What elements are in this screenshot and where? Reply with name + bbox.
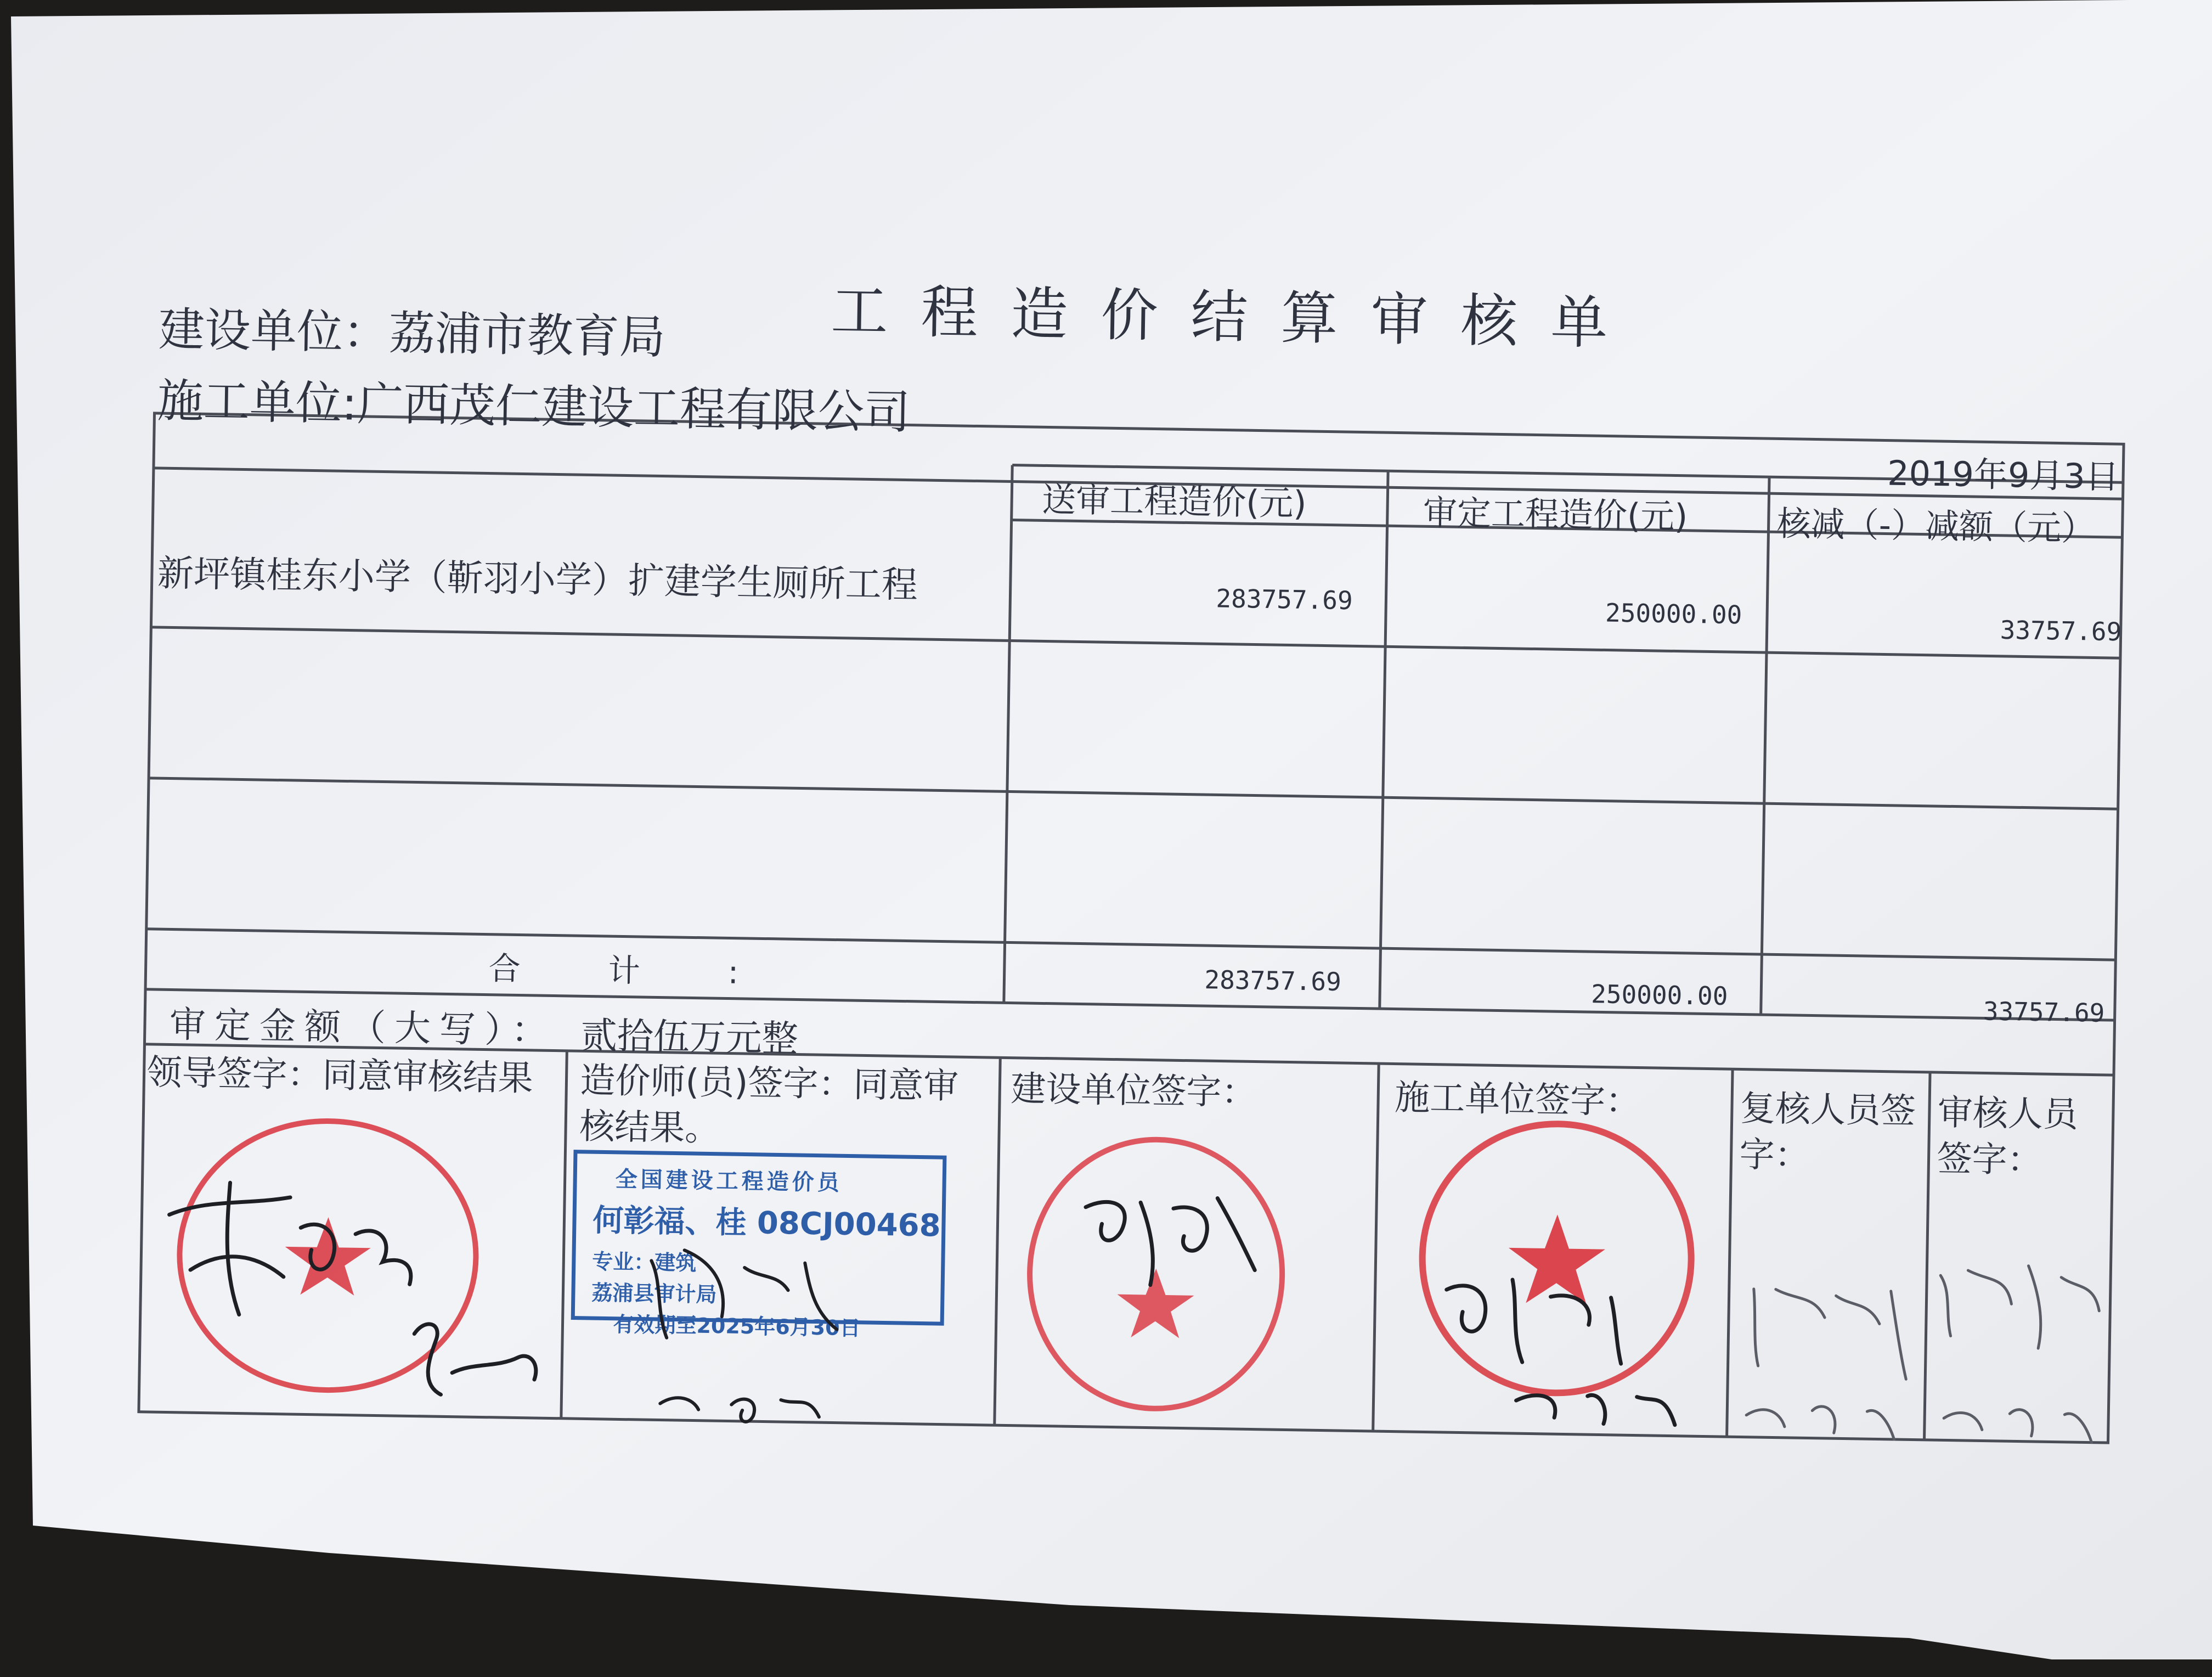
column-header-deduction: 核减（-）减额（元） <box>1776 503 2096 549</box>
signature-contractor-label: 施工单位签字： <box>1394 1077 1641 1122</box>
total-deduction-value: 33757.69 <box>1983 996 2105 1028</box>
total-approved-value: 250000.00 <box>1590 979 1728 1011</box>
stamp-line-5: 有效期至2025年6月30日 <box>613 1312 861 1341</box>
signature-construction-unit-label: 建设单位签字： <box>1010 1068 1257 1113</box>
document-date: 2019年9月3日 <box>1887 453 2120 497</box>
signature-leader-label: 领导签字：同意审核结果 <box>146 1052 534 1099</box>
contractor-handwritten-signature <box>1428 1257 1716 1437</box>
total-label: 合计: <box>488 949 827 993</box>
row-deduction-value: 33757.69 <box>2000 615 2122 647</box>
column-header-submitted: 送审工程造价(元) <box>1041 479 1307 524</box>
stamp-line-3: 专业：建筑 <box>591 1249 697 1275</box>
construction-unit: 建设单位：荔浦市教育局 <box>158 302 666 364</box>
reviewer-handwritten-signature <box>1729 1267 1929 1451</box>
stamp-line-4: 荔浦县审计局 <box>591 1280 717 1307</box>
row-approved-value: 250000.00 <box>1605 598 1742 630</box>
stamp-line-1: 全国建设工程造价员 <box>615 1167 843 1196</box>
signature-reviewer-label: 复核人员签字： <box>1739 1088 1916 1177</box>
signature-auditor-label: 审核人员签字： <box>1936 1093 2079 1181</box>
approved-amount-label: 审定金额（大写）： <box>169 1003 557 1052</box>
signature-cost-engineer-label: 造价师(员)签字：同意审核结果。 <box>579 1060 959 1150</box>
contractor-unit: 施工单位:广西茂仁建设工程有限公司 <box>157 374 911 440</box>
cost-engineer-handwritten-signature <box>616 1227 948 1440</box>
document-title: 工程造价结算审核单 <box>830 277 1641 357</box>
stamp-line-2: 何彰福、桂 08CJ00468 <box>592 1202 941 1244</box>
row-submitted-value: 283757.69 <box>1216 583 1353 616</box>
auditor-handwritten-signature <box>1927 1242 2117 1454</box>
total-submitted-value: 283757.69 <box>1204 965 1342 997</box>
approved-amount-text: 贰拾伍万元整 <box>580 1014 799 1060</box>
column-header-approved: 审定工程造价(元) <box>1423 492 1688 537</box>
project-name: 新坪镇桂东小学（靳羽小学）扩建学生厕所工程 <box>157 552 918 606</box>
leader-handwritten-signature <box>155 1149 577 1430</box>
construction-unit-handwritten-signature <box>1068 1174 1267 1298</box>
